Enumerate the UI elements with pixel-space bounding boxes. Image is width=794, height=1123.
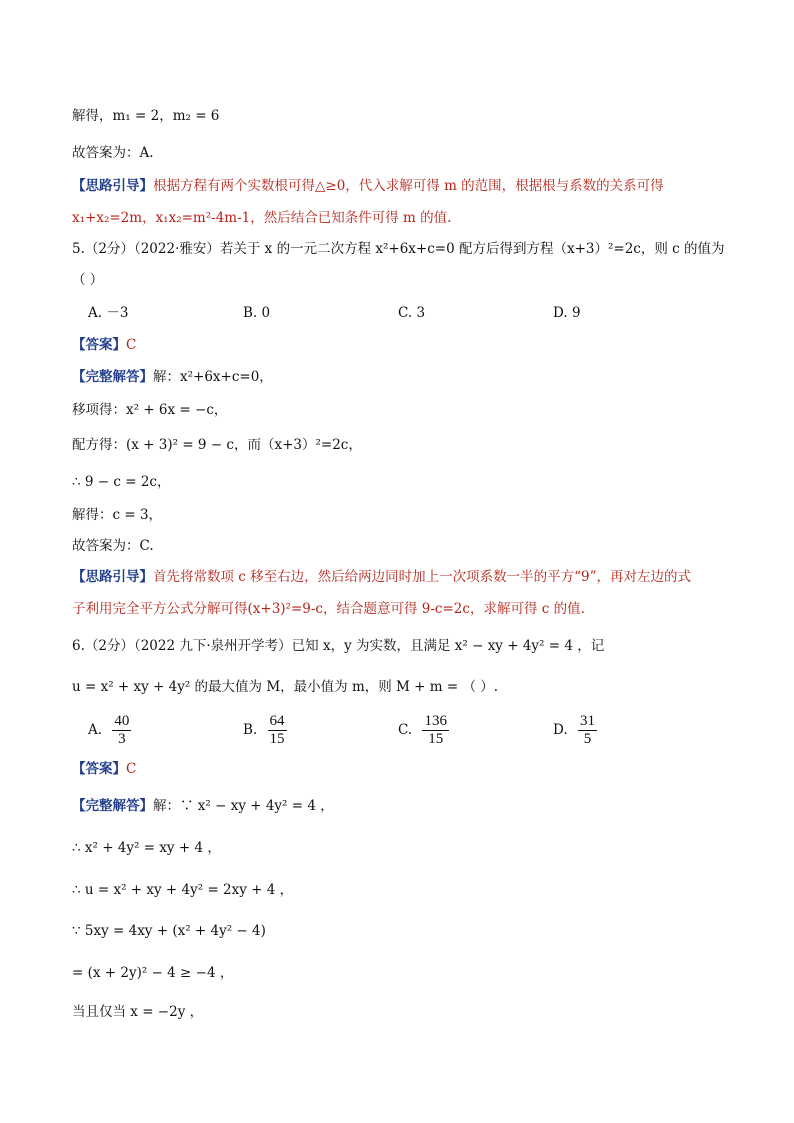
q5-solution-line-1: 【完整解答】解：x²+6x+c=0， [72, 369, 273, 385]
q5-solution-line-4: ∴ 9 − c = 2c， [72, 474, 171, 490]
q6-solution-line-2: ∴ x² + 4y² = xy + 4 ， [72, 840, 221, 856]
q6-solution-line-5: = (x + 2y)² − 4 ≥ −4 ， [72, 965, 234, 981]
q6-stem-line-2: u = x² + xy + 4y² 的最大值为 M，最小值为 m，则 M + m = （ ）. [72, 679, 499, 695]
q6-option-d: D. $\frac{31}{5}$ [553, 713, 595, 747]
answer-tag: 【答案】 [72, 337, 126, 353]
q5-stem-line-1: 5.（2分）（2022·雅安）若关于 x 的一元二次方程 x²+6x+c=0 配方后得到方程（x+3）²=2c，则 c 的值为 [72, 241, 725, 257]
q5-option-c: C. 3 [398, 305, 426, 321]
q6-solution-line-4: ∵ 5xy = 4xy + (x² + 4y² − 4) [72, 923, 266, 939]
hint-text: 首先将常数项 c 移至右边，然后给两边同时加上一次项系数一半的平方“9”，再对左边的式 [153, 569, 692, 585]
q4-solve-line: 解得，m₁ = 2，m₂ = 6 [72, 108, 220, 124]
solution-tag: 【完整解答】 [72, 369, 153, 385]
q5-option-d: D. 9 [553, 305, 581, 321]
q5-option-a: A. －3 [88, 305, 129, 321]
q5-stem-line-2: （ ） [72, 272, 104, 288]
solution-tag: 【完整解答】 [72, 798, 153, 814]
q5-solution-line-5: 解得：c = 3， [72, 507, 163, 523]
answer-tag: 【答案】 [72, 761, 126, 777]
q5-solution-line-3: 配方得：(x + 3)² = 9 − c，而（x+3）²=2c， [72, 437, 362, 453]
q5-hint-line-1 [72, 567, 691, 587]
fraction: $\frac{31}{5}$ [579, 713, 595, 747]
fraction: $\frac{136}{15}$ [424, 713, 447, 747]
q5-option-b: B. 0 [243, 305, 271, 321]
q6-solution-line-3: ∴ u = x² + xy + 4y² = 2xy + 4 ， [72, 882, 294, 898]
hint-tag: 【思路引导】 [72, 178, 153, 194]
q4-answer-line: 故答案为：A. [72, 145, 154, 161]
hint-text: 根据方程有两个实数根可得△≥0，代入求解可得 m 的范围，根据根与系数的关系可得 [153, 178, 664, 194]
q4-hint-line-2: x₁+x₂=2m，x₁x₂=m²-4m-1，然后结合已知条件可得 m 的值. [72, 210, 452, 226]
q6-solution-line-6: 当且仅当 x = −2y ， [72, 1004, 204, 1020]
q6-option-c: C. $\frac{136}{15}$ [398, 713, 447, 747]
hint-tag: 【思路引导】 [72, 569, 153, 585]
q5-solution-line-2: 移项得：x² + 6x = −c， [72, 402, 228, 418]
q6-option-b: B. $\frac{64}{15}$ [243, 713, 285, 747]
q4-hint-line-1 [72, 176, 664, 196]
q6-stem-line-1: 6.（2分）（2022 九下·泉州开学考）已知 x，y 为实数，且满足 x² − xy + 4y² = 4 ，记 [72, 638, 605, 654]
fraction: $\frac{64}{15}$ [269, 713, 285, 747]
q5-hint-line-2: 子利用完全平方公式分解可得(x+3)²=9-c，结合题意可得 9-c=2c，求解可得 c 的值. [72, 601, 585, 617]
q6-option-a: A. $\frac{40}{3}$ [88, 713, 130, 747]
q6-solution-line-1: 【完整解答】解：∵ x² − xy + 4y² = 4 ， [72, 798, 334, 814]
q6-answer-line [72, 759, 136, 779]
answer-value: C [126, 337, 137, 353]
q5-answer-line [72, 335, 136, 355]
answer-value: C [126, 761, 137, 777]
q5-solution-line-6: 故答案为：C. [72, 538, 154, 554]
fraction: $\frac{40}{3}$ [114, 713, 130, 747]
